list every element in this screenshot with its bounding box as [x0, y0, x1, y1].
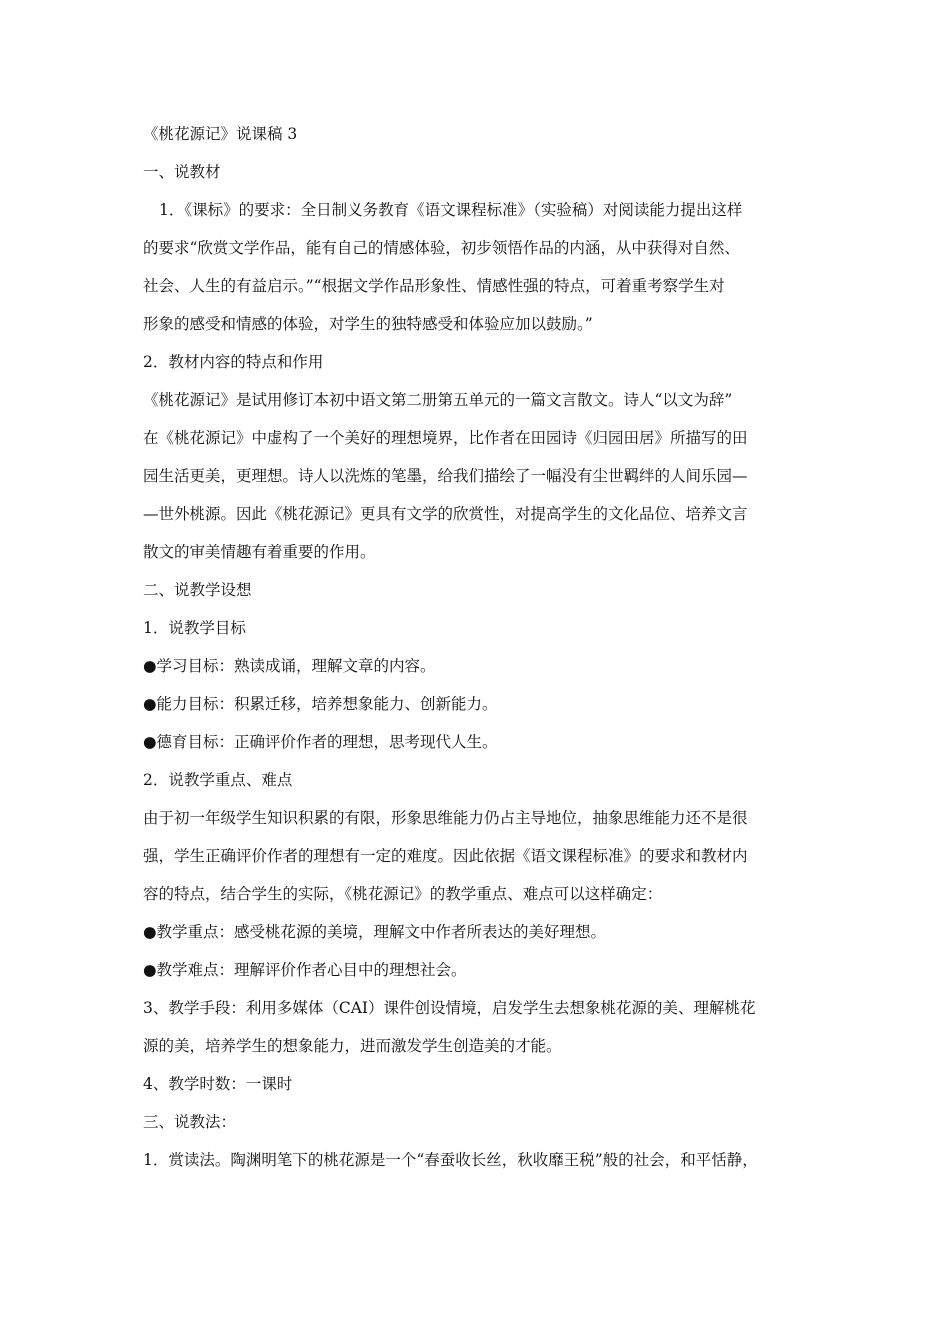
paragraph-line: 1．《课标》的要求：全日制义务教育《语文课程标准》（实验稿）对阅读能力提出这样	[159, 201, 743, 219]
heading-line: 1．赏读法。陶渊明笔下的桃花源是一个“春蚕收长丝，秋收靡王税”般的社会，和平恬静，	[143, 1151, 758, 1169]
heading-line: 2．说教学重点、难点	[143, 771, 293, 789]
paragraph-line: 社会、人生的有益启示。”“根据文学作品形象性、情感性强的特点，可着重考察学生对	[143, 277, 725, 295]
document-flow	[143, 162, 823, 1170]
paragraph-line: 3、教学手段：利用多媒体（CAI）课件创设情境，启发学生去想象桃花源的美、理解桃花	[143, 999, 756, 1017]
paragraph-line: 《桃花源记》是试用修订本初中语文第二册第五单元的一篇文言散文。诗人“以文为辞”	[143, 391, 733, 409]
heading-line: 1．说教学目标	[143, 619, 246, 637]
paragraph-line: 源的美，培养学生的想象能力，进而激发学生创造美的才能。	[143, 1037, 562, 1055]
paragraph-line: 的要求“欣赏文学作品，能有自己的情感体验，初步领悟作品的内涵，从中获得对自然、	[143, 239, 740, 257]
heading-line: 二、说教学设想	[143, 581, 252, 599]
document-title: 《桃花源记》说课稿 3	[143, 125, 298, 143]
paragraph-line: 由于初一年级学生知识积累的有限，形象思维能力仍占主导地位，抽象思维能力还不是很	[143, 809, 748, 827]
heading-line: ●学习目标：熟读成诵，理解文章的内容。	[143, 657, 436, 675]
heading-line: 三、说教法：	[143, 1113, 237, 1131]
paragraph-line: 强，学生正确评价作者的理想有一定的难度。因此依据《语文课程标准》的要求和教材内	[143, 847, 748, 865]
paragraph-line: —世外桃源。因此《桃花源记》更具有文学的欣赏性，对提高学生的文化品位、培养文言	[143, 505, 748, 523]
paragraph	[143, 390, 823, 562]
paragraph	[143, 998, 823, 1056]
heading-line: ●教学重点：感受桃花源的美境，理解文中作者所表达的美好理想。	[143, 923, 607, 941]
heading-line: ●德育目标：正确评价作者的理想，思考现代人生。	[143, 733, 498, 751]
heading-line: 2．教材内容的特点和作用	[143, 353, 324, 371]
heading-line: 一、说教材	[143, 163, 221, 181]
paragraph	[143, 200, 823, 334]
heading-line: ●教学难点：理解评价作者心目中的理想社会。	[143, 961, 467, 979]
paragraph-line: 在《桃花源记》中虚构了一个美好的理想境界，比作者在田园诗《归园田居》所描写的田	[143, 429, 748, 447]
paragraph-line: 散文的审美情趣有着重要的作用。	[143, 543, 376, 561]
document-body	[143, 124, 823, 1188]
paragraph-line: 园生活更美，更理想。诗人以洗炼的笔墨，给我们描绘了一幅没有尘世羁绊的人间乐园—	[143, 467, 748, 485]
paragraph	[143, 808, 823, 904]
heading-line: 4、教学时数：一课时	[143, 1075, 293, 1093]
paragraph-line: 形象的感受和情感的体验，对学生的独特感受和体验应加以鼓励。”	[143, 315, 593, 333]
heading-line: ●能力目标：积累迁移，培养想象能力、创新能力。	[143, 695, 498, 713]
paragraph-line: 容的特点，结合学生的实际，《桃花源记》的教学重点、难点可以这样确定：	[143, 885, 663, 903]
